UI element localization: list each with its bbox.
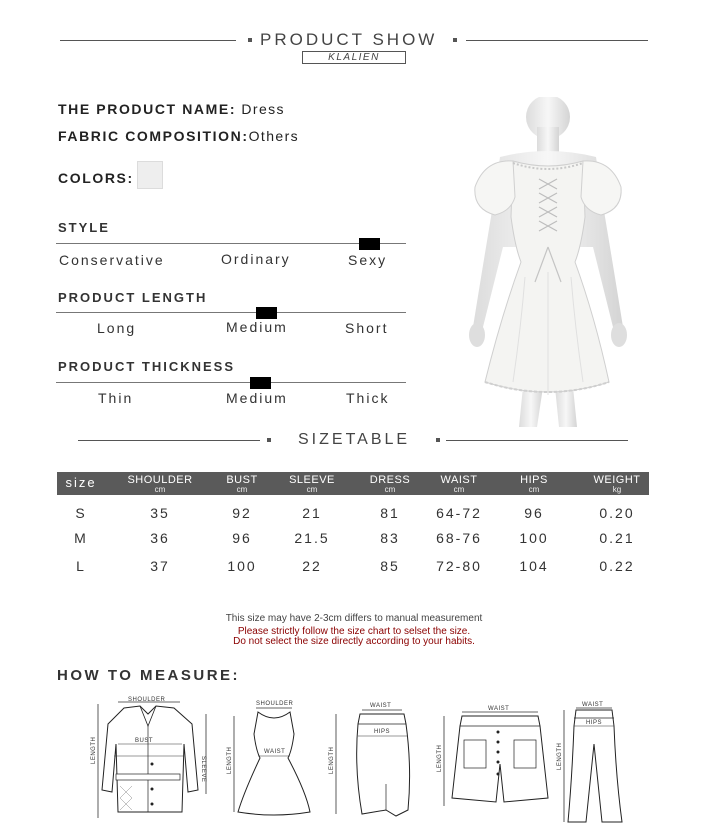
colors-label: COLORS:	[58, 170, 134, 186]
table-cell: 81	[380, 505, 400, 521]
table-cell: 92	[232, 505, 252, 521]
col-name: SLEEVE	[289, 474, 335, 486]
table-cell: 35	[150, 505, 170, 521]
fabric-row	[58, 128, 299, 144]
table-cell: 0.20	[599, 505, 635, 521]
scale-option: Thin	[98, 390, 134, 406]
skirt-waist-label: WAIST	[370, 703, 392, 709]
brand-label: KLALIEN	[302, 51, 406, 64]
table-cell: 22	[302, 558, 322, 574]
scale-option: Medium	[226, 319, 288, 335]
table-cell: 0.21	[599, 530, 635, 546]
scale-option: Ordinary	[221, 251, 291, 267]
table-cell: 96	[524, 505, 544, 521]
col-unit: cm	[306, 485, 318, 494]
scale-title-style: STYLE	[58, 220, 110, 235]
skirt-hips-label: HIPS	[374, 729, 391, 735]
col-name: BUST	[226, 474, 258, 486]
jacket-diagram	[88, 694, 218, 824]
table-cell: 0.22	[599, 558, 635, 574]
table-cell: 36	[150, 530, 170, 546]
table-cell: 21	[302, 505, 322, 521]
table-cell: 64-72	[436, 505, 482, 521]
fabric-value: Others	[248, 128, 300, 144]
sizetable-dot-left	[267, 438, 271, 442]
fabric-label: FABRIC COMPOSITION:	[58, 128, 249, 144]
pants-length-label: LENGTH	[557, 742, 563, 770]
table-cell: 83	[380, 530, 400, 546]
scale-option: Medium	[226, 390, 288, 406]
shorts-waist-label: WAIST	[488, 706, 510, 712]
header-dot-left	[248, 38, 252, 42]
header-rule-right	[466, 40, 648, 41]
skirt-diagram	[326, 698, 416, 824]
sizetable-col	[504, 472, 564, 495]
header-rule-left	[60, 40, 236, 41]
table-cell: 96	[232, 530, 252, 546]
dress-waist-label: WAIST	[264, 749, 286, 755]
table-cell: 37	[150, 558, 170, 574]
scale-marker-length	[256, 307, 277, 319]
jacket-shoulder-label: SHOULDER	[128, 697, 166, 703]
dress-shoulder-label: SHOULDER	[256, 701, 294, 707]
table-cell: 68-76	[436, 530, 482, 546]
sizetable-col	[57, 472, 105, 495]
col-unit: cm	[236, 485, 248, 494]
col-name: SHOULDER	[127, 474, 193, 486]
sizetable-dot-right	[436, 438, 440, 442]
col-name: WEIGHT	[593, 474, 641, 486]
dress-length-label: LENGTH	[227, 746, 233, 774]
col-unit: cm	[453, 485, 465, 494]
table-cell: S	[75, 505, 87, 521]
table-cell: 100	[227, 558, 257, 574]
scale-line-thickness	[56, 382, 406, 383]
sizetable-col	[360, 472, 420, 495]
col-name: WAIST	[440, 474, 478, 486]
measurement-note: This size may have 2-3cm differs to manual measurement	[225, 613, 483, 624]
how-to-measure-title: HOW TO MEASURE:	[57, 667, 241, 684]
scale-title-length: PRODUCT LENGTH	[58, 290, 208, 305]
col-name: size	[65, 475, 97, 490]
jacket-length-label: LENGTH	[91, 736, 97, 764]
table-cell: 72-80	[436, 558, 482, 574]
scale-option: Sexy	[348, 252, 388, 268]
pants-diagram	[556, 698, 626, 828]
col-unit: kg	[612, 485, 622, 494]
jacket-sleeve-label: SLEEVE	[200, 756, 206, 783]
table-cell: M	[74, 530, 88, 546]
pants-hips-label: HIPS	[586, 720, 603, 726]
product-name-label: THE PRODUCT NAME:	[58, 101, 237, 117]
scale-option: Conservative	[59, 252, 165, 268]
scale-title-thickness: PRODUCT THICKNESS	[58, 359, 236, 374]
table-cell: 21.5	[294, 530, 330, 546]
sizetable-col	[117, 472, 203, 495]
scale-marker-style	[359, 238, 380, 250]
table-cell: 85	[380, 558, 400, 574]
col-name: HIPS	[520, 474, 548, 486]
page-title: PRODUCT SHOW	[260, 30, 438, 49]
header-dot-right	[453, 38, 457, 42]
scale-marker-thickness	[250, 377, 271, 389]
warning-note: Please strictly follow the size chart to selset the size.	[237, 626, 471, 637]
jacket-bust-label: BUST	[135, 738, 154, 744]
table-cell: 100	[519, 530, 549, 546]
skirt-length-label: LENGTH	[329, 746, 335, 774]
dress-diagram	[222, 694, 322, 824]
product-photo	[455, 97, 640, 427]
scale-option: Thick	[346, 390, 390, 406]
warning-note: Do not select the size directly according to your habits.	[233, 636, 475, 647]
sizetable-header	[57, 472, 649, 495]
product-name-row	[58, 101, 285, 117]
scale-option: Short	[345, 320, 389, 336]
sizetable-col	[585, 472, 649, 495]
scale-option: Long	[97, 320, 137, 336]
shorts-diagram	[434, 702, 554, 812]
sizetable-rule-right	[446, 440, 628, 441]
table-cell: L	[76, 558, 86, 574]
table-cell: 104	[519, 558, 549, 574]
scale-line-style	[56, 243, 406, 244]
sizetable-col	[212, 472, 272, 495]
col-unit: cm	[154, 485, 166, 494]
sizetable-col	[429, 472, 489, 495]
colors-row	[58, 170, 134, 186]
color-swatch[interactable]	[137, 161, 163, 189]
product-name-value: Dress	[241, 101, 285, 117]
scale-line-length	[56, 312, 406, 313]
col-name: DRESS	[369, 474, 411, 486]
pants-waist-label: WAIST	[582, 702, 604, 708]
col-unit: cm	[384, 485, 396, 494]
sizetable-col	[281, 472, 343, 495]
col-unit: cm	[528, 485, 540, 494]
sizetable-rule-left	[78, 440, 260, 441]
shorts-length-label: LENGTH	[437, 744, 443, 772]
sizetable-title: SIZETABLE	[298, 431, 411, 448]
